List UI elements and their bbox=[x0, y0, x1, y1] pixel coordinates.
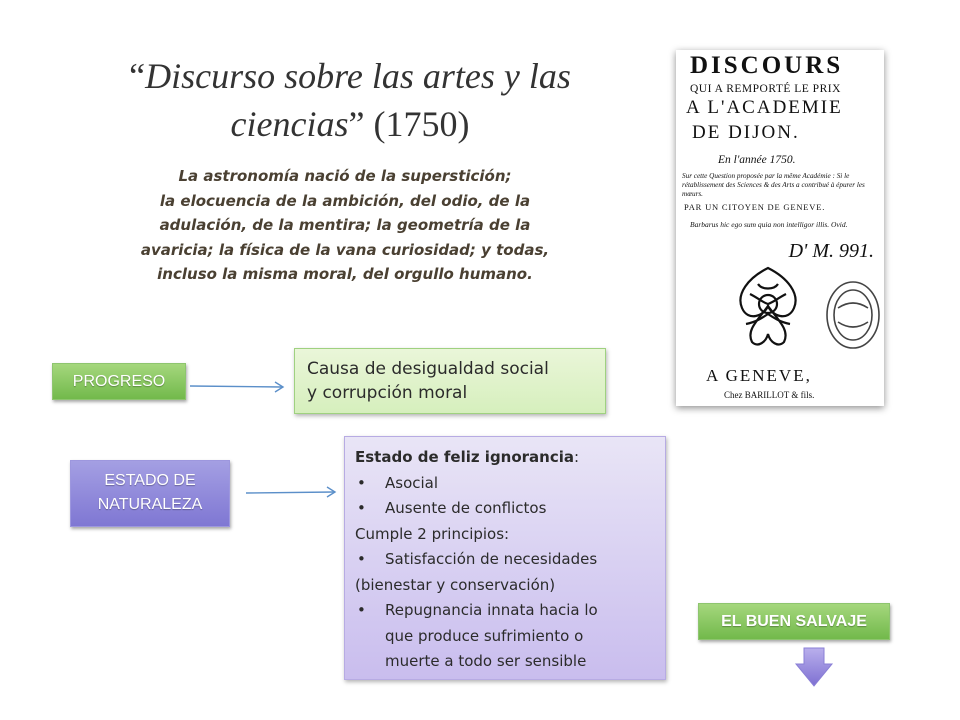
estado-button-line-1: ESTADO DE bbox=[104, 472, 196, 489]
bullet-icon: • bbox=[357, 473, 366, 492]
list-item-line: muerte a todo ser sensible bbox=[385, 652, 587, 670]
doc-line-year: En l'année 1750. bbox=[718, 154, 796, 166]
doc-line-geneve: A GENEVE, bbox=[706, 366, 812, 385]
rousseau-quote bbox=[110, 164, 580, 287]
causa-line-2: y corrupción moral bbox=[307, 383, 468, 403]
list-item-continuation: (bienestar y conservación) bbox=[355, 575, 556, 594]
bullet-icon: • bbox=[357, 601, 366, 619]
bullet-icon: • bbox=[357, 550, 366, 568]
quote-line: la elocuencia de la ambición, del odio, de la bbox=[159, 191, 531, 210]
doc-line-prix: QUI A REMPORTÉ LE PRIX bbox=[690, 83, 841, 95]
quote-line: avaricia; la física de la vana curiosidad; y todas, bbox=[140, 240, 550, 259]
doc-line-epigraph: Barbarus hic ego sum quia non intelligor illis. Ovid. bbox=[690, 220, 848, 229]
estado-box bbox=[344, 436, 666, 680]
quote-line: La astronomía nació de la superstición; bbox=[178, 167, 512, 185]
arrow-right-icon bbox=[190, 378, 290, 396]
doc-line-barillot: Chez BARILLOT & fils. bbox=[724, 390, 815, 400]
estado-button-line-2: NATURALEZA bbox=[97, 496, 203, 513]
doc-line-handwriting: D' M. 991. bbox=[788, 240, 874, 262]
doc-line-question: Sur cette Question proposée par la même Académie : Si le rétablissement des Sciences & des Arts a contribué à épurer les mœurs. bbox=[682, 172, 865, 198]
title-line-2: ciencias” (1750) bbox=[230, 104, 470, 144]
buen-salvaje-button[interactable]: EL BUEN SALVAJE bbox=[698, 603, 890, 640]
doc-line-academie: A L'ACADEMIE bbox=[686, 97, 843, 118]
list-item: • Asocial bbox=[355, 471, 655, 497]
list-item: • Satisfacción de necesidades bbox=[355, 547, 655, 573]
quote-line: incluso la misma moral, del orgullo humano. bbox=[157, 265, 533, 283]
down-arrow-icon[interactable] bbox=[794, 646, 834, 688]
doc-line-dijon: DE DIJON. bbox=[692, 122, 800, 143]
ornament-icon bbox=[728, 264, 808, 348]
title-line-1: “Discurso sobre las artes y las bbox=[129, 56, 571, 96]
arrow-right-icon bbox=[246, 484, 342, 502]
principles-text: Cumple 2 principios: bbox=[355, 524, 510, 543]
estado-naturaleza-button[interactable] bbox=[70, 460, 230, 527]
discours-title-page-image bbox=[676, 50, 884, 406]
doc-line-discours: DISCOURS bbox=[690, 52, 844, 79]
estado-heading: Estado de feliz ignorancia: bbox=[355, 448, 580, 466]
stamp-seal-icon bbox=[824, 278, 882, 352]
bullet-icon: • bbox=[357, 499, 366, 517]
progreso-button[interactable]: PROGRESO bbox=[52, 363, 186, 400]
doc-line-citoyen: PAR UN CITOYEN DE GENEVE. bbox=[684, 202, 826, 212]
list-item: • Ausente de conflictos bbox=[355, 496, 655, 522]
causa-line-1: Causa de desigualdad social bbox=[307, 359, 549, 379]
slide-title bbox=[60, 52, 640, 148]
causa-box bbox=[294, 348, 606, 414]
quote-line: adulación, de la mentira; la geometría de la bbox=[159, 216, 531, 234]
list-item: • Repugnancia innata hacia lo bbox=[355, 598, 655, 624]
list-item-line: que produce sufrimiento o bbox=[385, 626, 584, 645]
